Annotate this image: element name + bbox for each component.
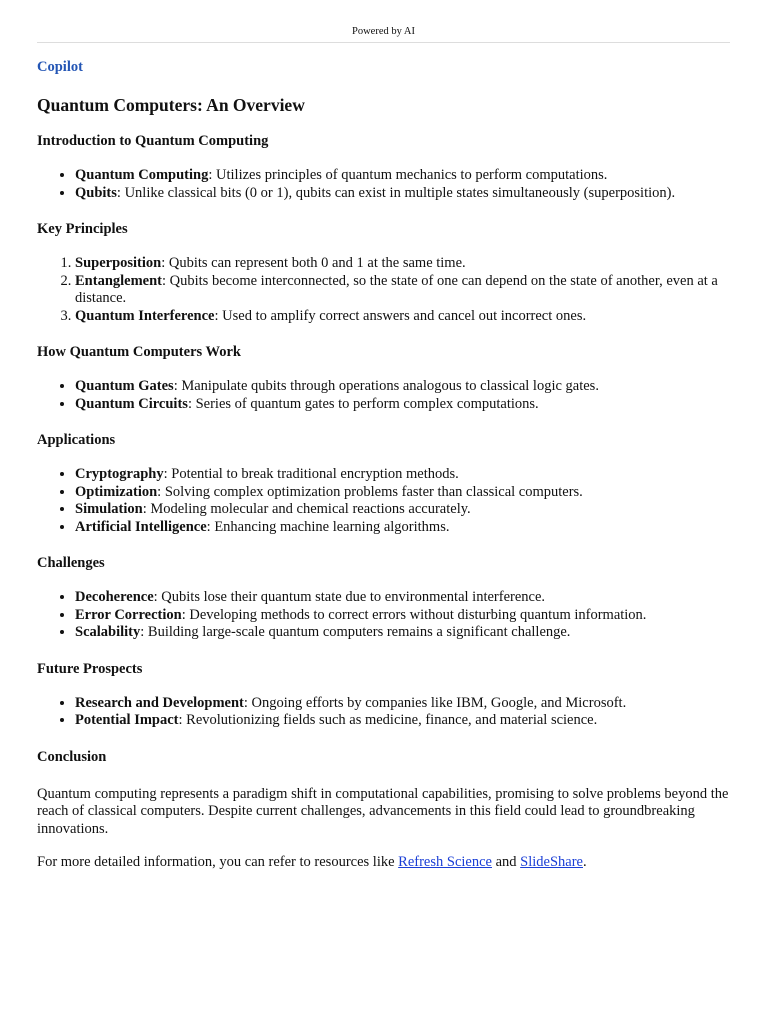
intro-list [37, 167, 730, 202]
section-heading-how: How Quantum Computers Work [37, 344, 241, 360]
term: Simulation [75, 501, 143, 517]
list-item [75, 273, 730, 308]
slideshare-link[interactable]: SlideShare [520, 854, 583, 870]
principles-list [37, 255, 730, 325]
description: : Unlike classical bits (0 or 1), qubits can exist in multiple states simultaneously (superposition). [116, 184, 676, 201]
section-heading-challenges: Challenges [37, 555, 105, 571]
list-item [75, 501, 730, 519]
more-info-suffix: . [583, 854, 587, 870]
list-item [75, 396, 730, 414]
term: Quantum Interference [75, 307, 215, 324]
description: : Potential to break traditional encryption methods. [163, 466, 459, 482]
list-item [75, 185, 730, 203]
list-item [75, 519, 730, 537]
more-info-paragraph [37, 854, 730, 872]
section-heading-future: Future Prospects [37, 660, 143, 677]
description: : Series of quantum gates to perform complex computations. [187, 395, 539, 412]
more-info-prefix: For more detailed information, you can refer to resources like [37, 854, 399, 870]
conclusion-paragraph: Quantum computing represents a paradigm shift in computational capabilities, promising to solve problems beyond the reach of classical computers. Despite current challenges, advancements in this field could lead to groundbreaking innovations. [37, 785, 729, 837]
term: Cryptography [75, 466, 164, 482]
description: : Revolutionizing fields such as medicine, finance, and material science. [178, 712, 598, 728]
list-item [75, 624, 730, 642]
section-heading-conclusion: Conclusion [37, 748, 107, 765]
list-item [75, 607, 730, 625]
list-item [75, 308, 730, 326]
description: : Enhancing machine learning algorithms. [206, 518, 450, 535]
powered-by-banner [37, 25, 730, 43]
term: Research and Development [75, 694, 244, 711]
term: Quantum Circuits [75, 395, 188, 412]
description: : Manipulate qubits through operations analogous to classical logic gates. [173, 378, 599, 394]
description: : Developing methods to correct errors without disturbing quantum information. [181, 606, 647, 623]
term: Scalability [75, 624, 141, 640]
term: Quantum Computing [75, 167, 209, 183]
term: Entanglement [75, 272, 162, 289]
powered-by-label: Powered by AI [352, 26, 415, 37]
term: Error Correction [75, 606, 182, 623]
brand-name: Copilot [37, 59, 83, 75]
term: Qubits [75, 184, 117, 201]
term: Potential Impact [75, 712, 179, 728]
description: : Used to amplify correct answers and cancel out incorrect ones. [214, 307, 587, 324]
description: : Modeling molecular and chemical reactions accurately. [142, 501, 471, 517]
how-list [37, 378, 730, 413]
applications-list [37, 466, 730, 536]
page-title: Quantum Computers: An Overview [37, 95, 305, 115]
list-item [75, 466, 730, 484]
description: : Qubits can represent both 0 and 1 at the same time. [161, 255, 466, 271]
document-content [37, 57, 730, 872]
term: Quantum Gates [75, 378, 174, 394]
refresh-science-link[interactable]: Refresh Science [398, 854, 492, 870]
list-item [75, 712, 730, 730]
section-heading-applications: Applications [37, 432, 116, 448]
term: Decoherence [75, 589, 154, 605]
more-info-middle: and [491, 854, 521, 870]
description: : Building large-scale quantum computers remains a significant challenge. [140, 624, 571, 640]
list-item [75, 255, 730, 273]
section-heading-intro: Introduction to Quantum Computing [37, 133, 269, 149]
description: : Solving complex optimization problems faster than classical computers. [157, 483, 583, 500]
description: : Ongoing efforts by companies like IBM, Google, and Microsoft. [243, 694, 627, 711]
description: : Qubits become interconnected, so the state of one can depend on the state of another, even at a distance. [75, 272, 718, 306]
list-item [75, 695, 730, 713]
list-item [75, 378, 730, 396]
term: Artificial Intelligence [75, 518, 207, 535]
challenges-list [37, 589, 730, 642]
list-item [75, 589, 730, 607]
description: : Qubits lose their quantum state due to environmental interference. [153, 589, 546, 605]
section-heading-principles: Key Principles [37, 221, 128, 237]
description: : Utilizes principles of quantum mechanics to perform computations. [208, 167, 608, 183]
list-item [75, 167, 730, 185]
term: Superposition [75, 255, 162, 271]
list-item [75, 484, 730, 502]
term: Optimization [75, 483, 158, 500]
future-list [37, 695, 730, 730]
